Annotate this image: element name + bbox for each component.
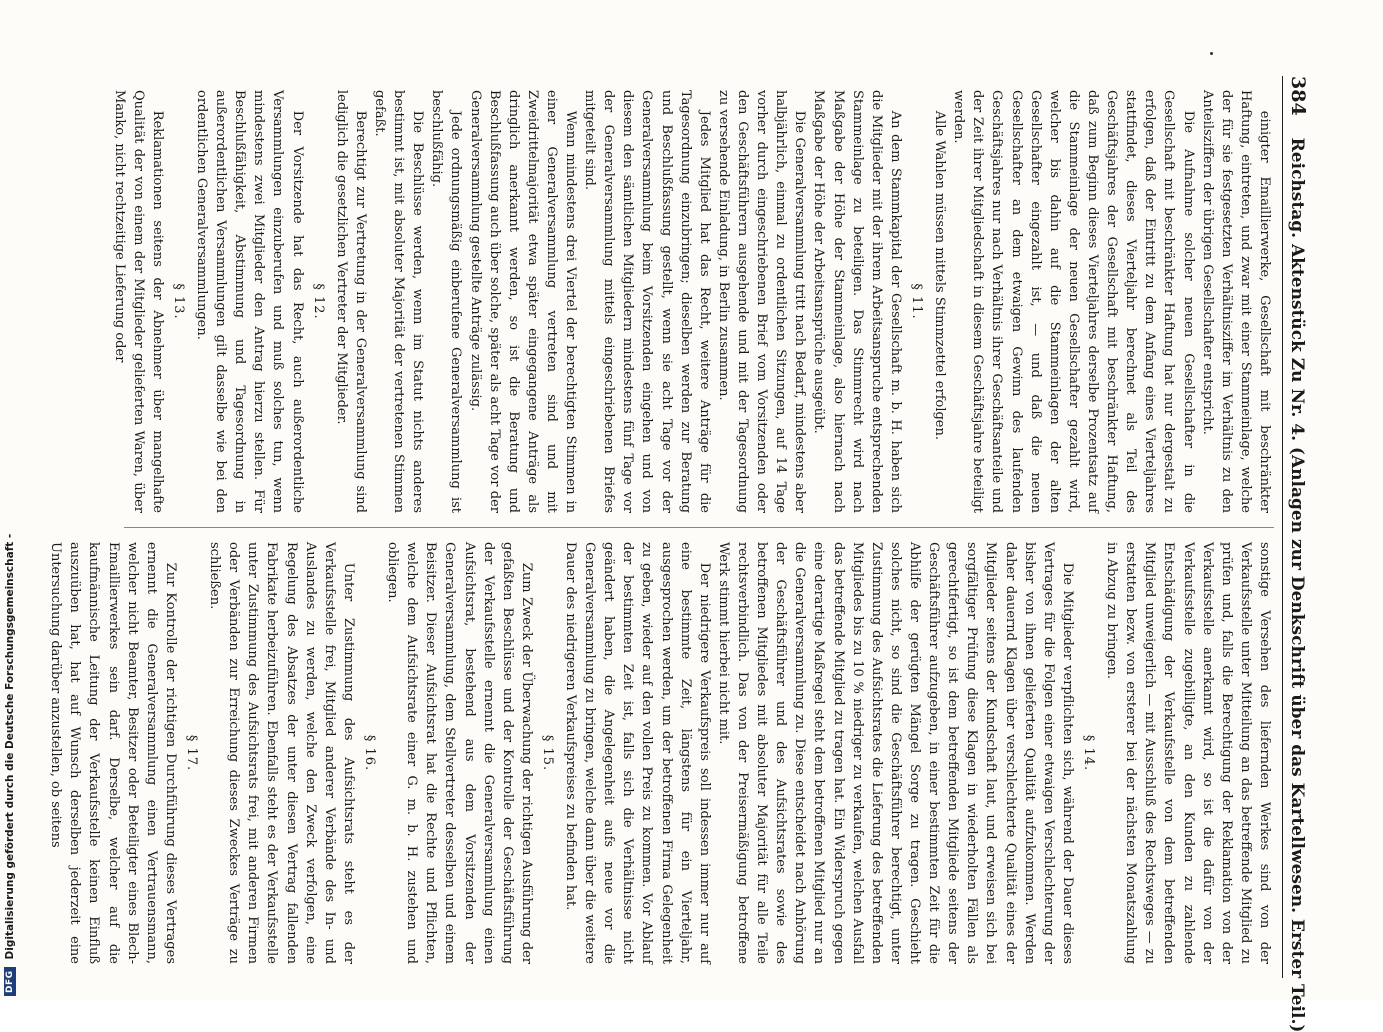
section-heading: § 13.: [170, 283, 186, 320]
dfg-logo: DFG: [4, 967, 16, 996]
section-heading: § 11.: [909, 283, 925, 320]
paragraph: einigter Emaillierwerke, Gesellschaft mit beschränkter Haftung, eintreten, und zwar mit einer Stammeinlage, welche der für sie festgesetzten Verhältnisziffer im Verhältnis zu den Anteilsziffern der übrigen Gesellschafter entspricht.: [1199, 90, 1272, 513]
running-head: [1282, 76, 1309, 1032]
running-head-title: Reichstag. Aktenstück Zu Nr. 4. (Anlagen zur Denkschrift über das Kartellwesen. Erster Teil.): [1287, 137, 1307, 1032]
section-heading: § 17.: [183, 734, 199, 772]
paragraph: Wenn mindestens drei Viertel der berechtigten Stimmen in einer Generalversammlung vertreten sind und mit Zweidrittelmajorität etwa später eingegangene Anträge als dringlich anerkannt werden, so ist die Beratung und Beschlußfassung auch über solche, später als acht Tage vor der Generalversammlung gestellte Anträge zulässig.: [467, 90, 579, 513]
paragraph: Berechtigt zur Vertretung in der Generalversammlung sind lediglich die gesetzlichen Vertreter der Mitglieder.: [333, 90, 368, 513]
paragraph: Der Vorsitzende hat das Recht, auch außerordentliche Versammlungen einzuberufen und muß solches tun, wenn mindestens zwei Mitglieder den Antrag hierzu stellen. Für Beschlußfähigkeit, Abstimmung und Tagesordnung in außerordentlichen Versammlungen gilt dasselbe wie bei den ordentlichen Generalversammlungen.: [193, 90, 305, 513]
paragraph: Alle Wahlen müssen mittels Stimmzettel erfolgen.: [932, 110, 948, 441]
paragraph: An dem Stammkapital der Gesellschaft m. b. H. haben sich die Mitglieder mit der ihrem Arbeitsanspruche entsprechenden Stammeinlage zu beteiligen. Das Stimmrecht wird nach Maßgabe der Höhe der Stammeinlage, also hiernach nach Maßgabe der Höhe der Arbeitsansprüche ausgeübt.: [811, 90, 903, 513]
paragraph: sonstige Versehen des liefernden Werkes sind von der Verkaufsstelle unter Mitteilung an das betreffende Mitglied zu prüfen und, falls die Berechtigung der Reklamation von der Verkaufsstelle anerkannt wird, so ist die dafür von der Verkaufsstelle zugebilligte, an den Kunden zu zahlende Entschädigung der Verkaufsstelle von dem betreffenden Mitglied unweigerlich — mit Ausschluß des Rechtsweges — zu erstatten bezw. von ersterer bei der nächsten Monatszahlung in Abzug zu bringen.: [1104, 542, 1272, 964]
paragraph: Der niedrigere Verkaufspreis soll indessen immer nur auf eine bestimmte Zeit, längstens für ein Vierteljahr, ausgesprochen werden, um der betroffenen Firma Gelegenheit zu geben, wieder auf den vollen Preis zu kommen. Vor Ablauf der bestimmten Zeit ist, falls sich die Verhältnisse nicht geändert haben, die Angelegenheit aufs neue vor die Generalversammlung zu bringen, welche dann über die weitere Dauer des niedrigeren Verkaufspreises zu befinden hat.: [563, 542, 712, 964]
paragraph: Zur Kontrolle der richtigen Durchführung dieses Vertrages ernennt die Generalversammlung einen Vertrauensmann, welcher nicht Beamter, Besitzer oder Beteiligter eines Blech-Emaillierwerkes sein darf. Derselbe, welcher auf die kaufmännische Leitung der Verkaufsstelle keinen Einfluß auszuüben hat, hat auf Wunsch derselben jederzeit eine Untersuchung darüber anzustellen, ob seitens: [48, 542, 178, 964]
section-heading: § 12.: [310, 283, 326, 320]
section-heading: § 16.: [361, 734, 377, 772]
text-columns: [48, 76, 1274, 978]
section-heading: § 15.: [539, 734, 555, 772]
page-number: 384: [1287, 76, 1309, 116]
document-page: [48, 62, 1315, 1032]
paragraph: Die Mitglieder verpflichten sich, während der Dauer dieses Vertrages für die Folgen einer etwaigen Verschlechterung der bisher von ihnen gelieferten Qualität aufzukommen. Werden daher dauernd Klagen über verschlechterte Qualität eines der Mitglieder seitens der Kundschaft laut, und erweisen sich bei sorgfältiger Prüfung diese Klagen in wiederholten Fällen als gerechtfertigt, so ist dem betreffenden Mitgliede seitens der Geschäftsführer aufzugeben, in einer bestimmten Zeit für die Abhilfe der gerügten Mängel Sorge zu tragen. Geschieht solches nicht, so sind die Geschäftsführer berechtigt, unter Zustimmung des Aufsichtsrates die Lieferung des betreffenden Mitgliedes bis zu 10 % niedriger zu verkaufen, welchen Ausfall das betreffende Mitglied zu tragen hat. Ein Widerspruch gegen eine derartige Maßregel steht dem betroffenen Mitglied nur an die Generalversammlung zu. Diese entscheidet nach Anhörung der Geschäftsführer und des Aufsichtsrates sowie des betroffenen Mitgliedes mit absoluter Majorität für alle Teile rechtsverbindlich. Das von der Preisermäßigung betroffene Werk stimmt hierbei nicht mit.: [715, 542, 1075, 964]
scan-speck: [1210, 52, 1213, 55]
paragraph: Zum Zweck der Überwachung der richtigen Ausführung der gefaßten Beschlüsse und der Kontrolle der Geschäftsführung der Verkaufsstelle ernennt die Generalversammlung einen Aufsichtsrat, bestehend aus dem Vorsitzenden der Generalversammlung, dem Stellvertreter desselben und einem Beisitzer. Dieser Aufsichtsrat hat die Rechte und Pflichten, welche dem Aufsichtsrate einer G. m. b. H. zustehen und obliegen.: [385, 542, 534, 964]
left-column: [111, 76, 1274, 527]
section-heading: § 14.: [1081, 734, 1097, 772]
paragraph: Jede ordnungsmäßig einberufene Generalversammlung ist beschlußfähig.: [429, 90, 464, 513]
paragraph: Unter Zustimmung des Aufsichtsrats steht es der Verkaufsstelle frei, Mitglied anderer Verbände des In- und Auslandes zu werden, welche den Zweck verfolgen, eine Regelung des Absatzes der unter diesen Vertrag fallenden Fabrikate herbeizuführen. Ebenfalls steht es der Verkaufsstelle unter Zustimmung des Aufsichtsrats frei, mit anderen Firmen oder Verbänden zur Erreichung dieses Zweckes Verträge zu schließen.: [207, 542, 356, 964]
paragraph: Jedes Mitglied hat das Recht, weitere Anträge für die Tagesordnung einzubringen; dieselben werden zur Beratung und Beschlußfassung gestellt, wenn sie acht Tage vor der Generalversammlung beim Vorsitzenden eingehen und von diesem den sämtlichen Mitgliedern mindestens fünf Tage vor der Generalversammlung mittels eingeschriebenen Briefes mitgeteilt sind.: [582, 90, 712, 513]
paragraph: Die Generalversammlung tritt nach Bedarf, mindestens aber halbjährlich, einmal zu ordentlichen Sitzungen, auf 14 Tage vorher durch eingeschriebenen Brief vom Vorsitzenden oder den Geschäftsführern ausgehende und mit der Tagesordnung zu versehende Einladung, in Berlin zusammen.: [715, 90, 808, 513]
paragraph: Reklamationen seitens der Abnehmer über mangelhafte Qualität der von einem der Mitglieder gelieferten Waren, über Manko, nicht rechtzeitige Lieferung oder: [111, 90, 165, 513]
paragraph: Die Beschlüsse werden, wenn im Statut nichts anderes bestimmt ist, mit absoluter Majorität der vertretenen Stimmen gefaßt.: [371, 90, 426, 513]
paragraph: Die Aufnahme solcher neuen Gesellschafter in die Gesellschaft mit beschränkter Haftung hat nur dergestalt zu erfolgen, daß der Eintritt zu dem Anfang eines Vierteljahres stattfindet, dieses Vierteljahr berechnet als Teil des Geschäftsjahres der Gesellschaft mit beschränkter Haftung, daß zum Beginn dieses Vierteljahres derselbe Prozentsatz auf die Stammeinlage der neuen Gesellschafter gezahlt wird, welcher bis dahin auf die Stammeinlagen der alten Gesellschafter eingezahlt ist, — und daß die neuen Gesellschafter an dem etwaigen Gewinn des laufenden Geschäftsjahres nur nach Verhältnis ihrer Geschäftsanteile und der Zeit ihrer Mitgliedschaft in diesem Geschäftsjahre beteiligt werden.: [951, 90, 1196, 513]
credit-text: Digitalisierung gefördert durch die Deutsche Forschungsgemeinschaft -: [4, 533, 16, 960]
digitization-credit: [0, 10, 20, 1000]
right-column: [48, 527, 1274, 978]
